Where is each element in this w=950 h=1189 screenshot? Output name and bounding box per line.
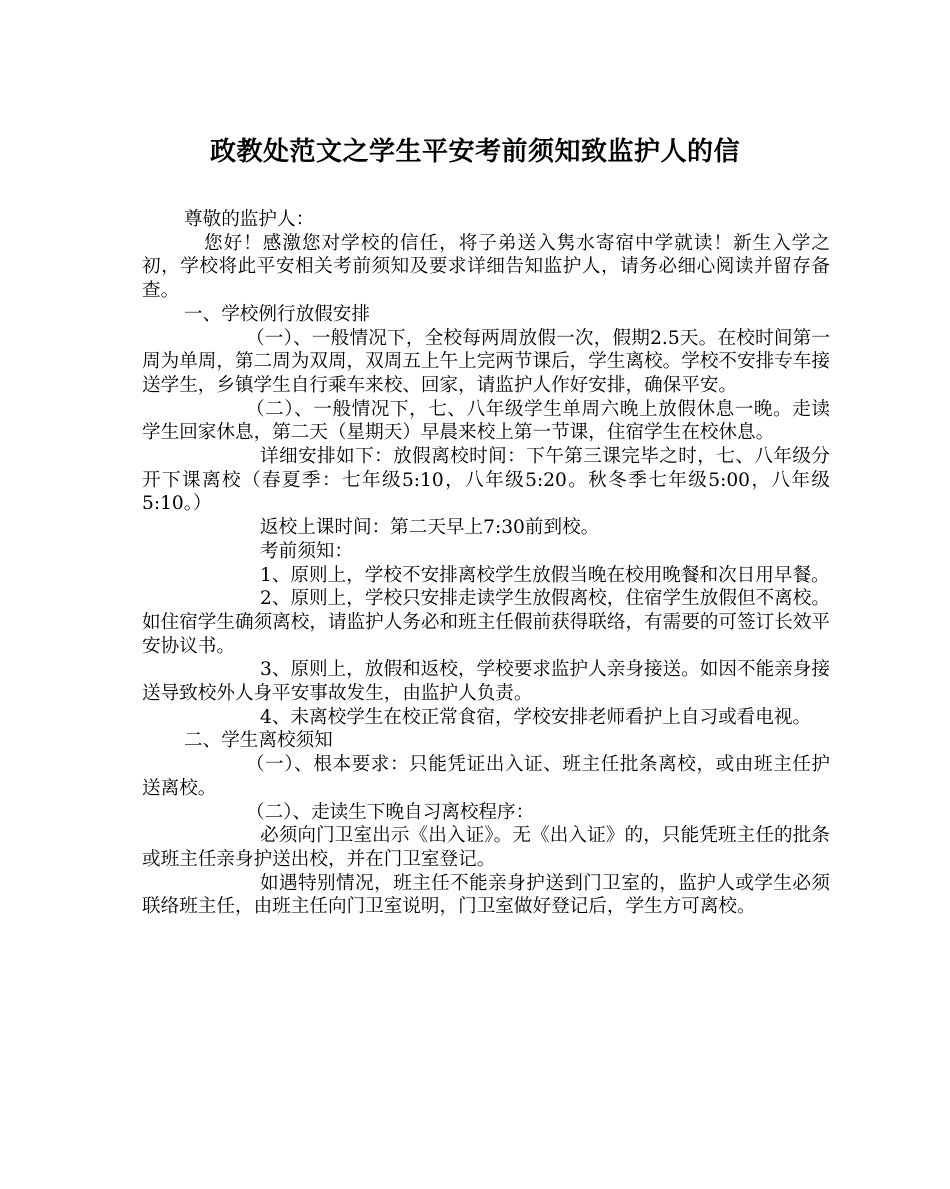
paragraph-day-student-procedure: （二）、走读生下晚自习离校程序： [246,801,535,823]
paragraph-show-pass: 必须向门卫室出示《出入证》。无《出入证》的，只能凭班主任的批条或班主任亲身护送出校，并在门卫室登记。 [142,825,830,870]
list-item-note-1: 1、原则上，学校不安排离校学生放假当晚在校用晚餐和次日用早餐。 [260,564,830,586]
list-item-note-4: 4、未离校学生在校正常食宿，学校安排老师看护上自习或看电视。 [260,706,812,728]
paragraph-leave-schedule: 详细安排如下：放假离校时间：下午第三课完毕之时，七、八年级分开下课离校（春夏季：七年级5:10，八年级5:20。秋冬季七年级5:00，八年级5:10。） [142,446,830,515]
greeting-paragraph: 您好！感激您对学校的信任，将子弟送入隽水寄宿中学就读！新生入学之初，学校将此平安相关考前须知及要求详细告知监护人，请务必细心阅读并留存备查。 [142,232,830,302]
salutation: 尊敬的监护人： [184,209,315,230]
paragraph-notes-heading: 考前须知： [260,540,353,562]
list-item-note-3: 3、原则上，放假和返校，学校要求监护人亲身接送。如因不能亲身接送导致校外人身平安事故发生，由监护人负责。 [142,659,830,705]
section-heading-holiday: 一、学校例行放假安排 [184,303,370,325]
letter-body [142,208,830,919]
paragraph-return-time: 返校上课时间：第二天早上7:30前到校。 [260,517,600,539]
document-title: 政教处范文之学生平安考前须知致监护人的信 [209,137,740,167]
paragraph-saturday-rest: （二）、一般情况下，七、八年级学生单周六晚上放假休息一晚。走读学生回家休息，第二天（星期天）早晨来校上第一节课，住宿学生在校休息。 [142,398,830,444]
paragraph-basic-requirement: （一）、根本要求：只能凭证出入证、班主任批条离校，或由班主任护送离校。 [142,754,830,799]
paragraph-special-case: 如遇特别情况，班主任不能亲身护送到门卫室的，监护人或学生必须联络班主任，由班主任向门卫室说明，门卫室做好登记后，学生方可离校。 [142,872,830,918]
section-heading-leaving: 二、学生离校须知 [184,730,333,752]
list-item-note-2: 2、原则上，学校只安排走读学生放假离校，住宿学生放假但不离校。如住宿学生确须离校，请监护人务必和班主任假前获得联络，有需要的可签订长效平安协议书。 [142,588,830,657]
paragraph-holiday-general: （一）、一般情况下，全校每两周放假一次，假期2.5天。在校时间第一周为单周，第二周为双周，双周五上午上完两节课后，学生离校。学校不安排专车接送学生，乡镇学生自行乘车来校、回家，请监护人作好安排，确保平安。 [142,327,830,396]
